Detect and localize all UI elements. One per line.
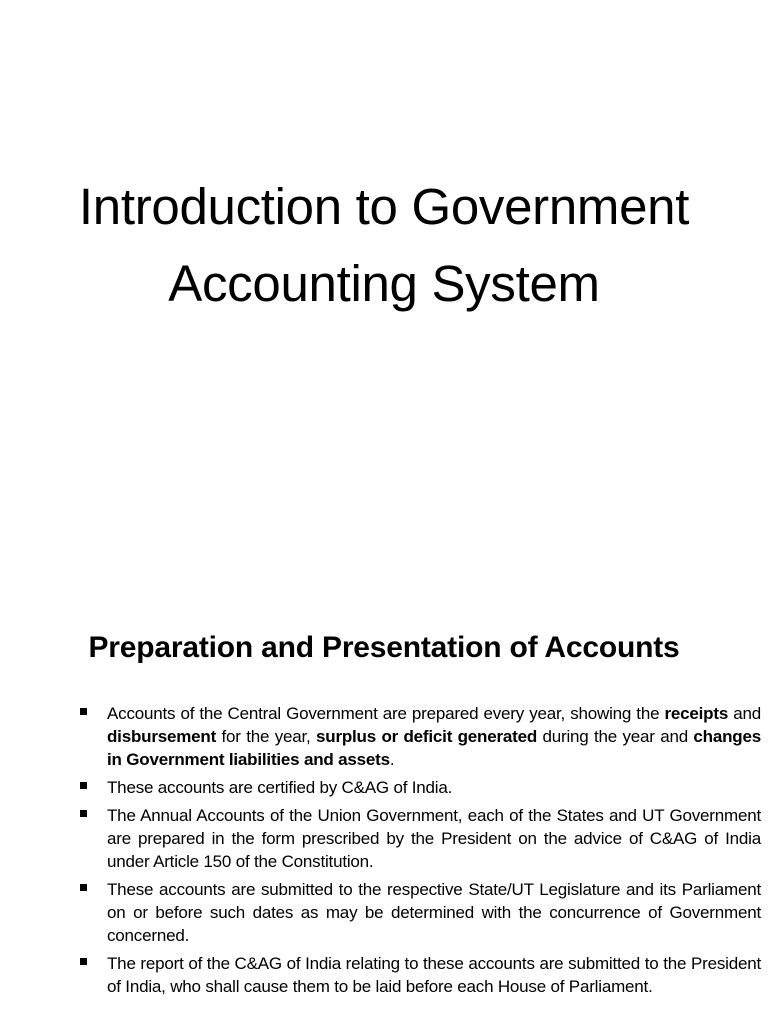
bullet-list bbox=[78, 702, 761, 1003]
square-bullet-icon bbox=[80, 810, 87, 817]
square-bullet-icon bbox=[80, 884, 87, 891]
square-bullet-icon bbox=[80, 708, 87, 715]
slide-title-line-1: Introduction to Government bbox=[78, 178, 690, 235]
bullet-text: The report of the C&AG of India relating to these accounts are submitted to the President of India, who shall cause them to be laid before each House of Parliament. bbox=[107, 954, 761, 996]
bullet-text: These accounts are submitted to the respective State/UT Legislature and its Parliament on or before such dates as may be determined with the concurrence of Government concerned. bbox=[107, 880, 761, 945]
bullet-item bbox=[78, 776, 761, 799]
bullet-text: Accounts of the Central Government are prepared every year, showing the bbox=[107, 704, 665, 723]
bullet-text: and bbox=[728, 704, 761, 723]
slide-title-line-2: Accounting System bbox=[168, 255, 600, 312]
bullet-item bbox=[78, 952, 761, 998]
bullet-bold-text: surplus or deficit generated bbox=[316, 727, 538, 746]
bullet-text: during the year and bbox=[537, 727, 694, 746]
square-bullet-icon bbox=[80, 782, 87, 789]
bullet-bold-text: changes in Government liabilities and assets bbox=[107, 727, 761, 769]
bullet-item bbox=[78, 878, 761, 947]
bullet-text: for the year, bbox=[216, 727, 316, 746]
bullet-text: . bbox=[389, 750, 395, 769]
bullet-item bbox=[78, 702, 761, 771]
bullet-text: The Annual Accounts of the Union Government, each of the States and UT Government are prepared in the form prescribed by the President on the advice of C&AG of India under Article 150 of the Constitution. bbox=[107, 806, 761, 871]
bullet-text: These accounts are certified by C&AG of India. bbox=[107, 778, 453, 797]
bullet-item bbox=[78, 804, 761, 873]
bullet-bold-text: disbursement bbox=[107, 727, 217, 746]
content-slide bbox=[0, 576, 768, 1024]
square-bullet-icon bbox=[80, 958, 87, 965]
slide-heading: Preparation and Presentation of Accounts bbox=[88, 631, 680, 664]
slide-title bbox=[0, 168, 768, 322]
bullet-bold-text: receipts bbox=[664, 704, 729, 723]
